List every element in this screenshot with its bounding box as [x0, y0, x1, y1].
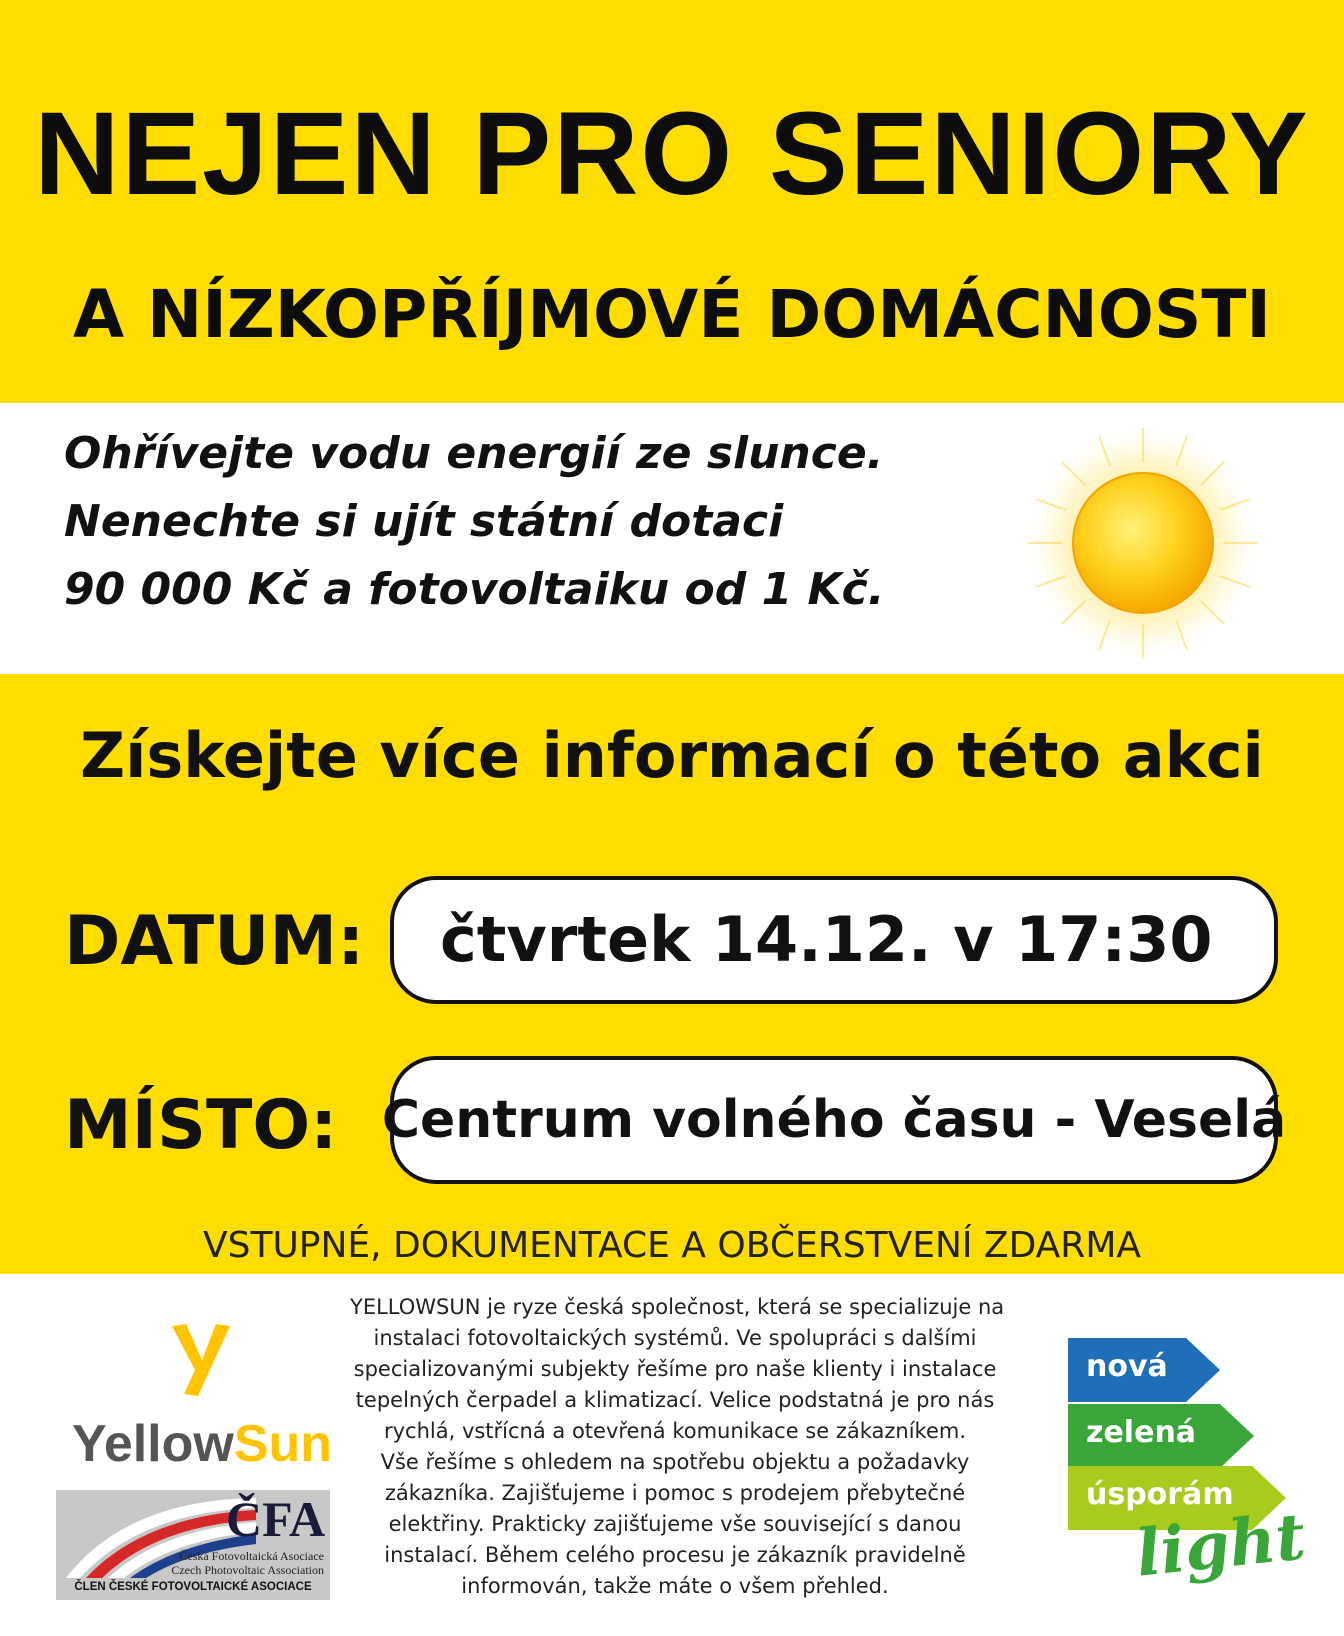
- cfa-abbreviation: ČFA: [226, 1491, 326, 1547]
- nzu-logo: [1068, 1338, 1309, 1608]
- description-line: elektřiny. Prakticky zajišťujeme vše související s danou: [388, 1512, 962, 1536]
- date-value: čtvrtek 14.12. v 17:30: [440, 903, 1213, 976]
- date-label: DATUM:: [64, 902, 365, 981]
- place-value: Centrum volného času - Veselá: [381, 1090, 1287, 1150]
- yellowsun-logo: [60, 1320, 340, 1473]
- description-line: informován, takže máte o všem přehled.: [461, 1574, 889, 1598]
- free-admission-note: VSTUPNÉ, DOKUMENTACE A OBČERSTVENÍ ZDARMA: [202, 1225, 1142, 1266]
- description-line: instalací. Během celého procesu je zákazník pravidelně: [384, 1543, 966, 1567]
- wordmark-yellow: Yellow: [72, 1415, 234, 1473]
- promo-line-1: Ohřívejte vodu energií ze slunce.: [64, 428, 884, 479]
- description-line: specializovanými subjekty řešíme pro naše klienty i instalace: [353, 1357, 997, 1381]
- description-line: Vše řešíme s ohledem na spotřebu objektu a požadavky: [380, 1450, 970, 1474]
- cfa-member-text: ČLEN ČESKÉ FOTOVOLTAICKÉ ASOCIACE: [74, 1581, 312, 1593]
- yellowsun-y-icon: [164, 1320, 236, 1400]
- date-box: [390, 876, 1278, 1004]
- description-line: instalaci fotovoltaických systémů. Ve spolupráci s dalšími: [373, 1326, 977, 1350]
- place-box: [381, 1056, 1287, 1184]
- company-description: [350, 1292, 1005, 1602]
- description-line: YELLOWSUN je ryze česká společnost, která se specializuje na: [350, 1295, 1005, 1319]
- cfa-logo: [56, 1490, 330, 1600]
- info-heading: Získejte více informací o této akci: [80, 719, 1264, 792]
- description-line: zákazníka. Zajišťujeme i pomoc s prodejem přebytečné: [384, 1481, 966, 1505]
- wordmark-sun: Sun: [233, 1415, 333, 1473]
- sun-icon: [1022, 422, 1264, 664]
- yellowsun-wordmark: [72, 1415, 333, 1473]
- promo-line-2: Nenechte si ujít státní dotaci: [64, 496, 784, 547]
- description-line: rychlá, vstřícná a otevřená komunikace se zákazníkem.: [383, 1419, 967, 1443]
- promo-line-3: 90 000 Kč a fotovoltaiku od 1 Kč.: [64, 564, 885, 615]
- nzu-line-2: zelená: [1086, 1415, 1197, 1450]
- page-title: NEJEN PRO SENIORY: [34, 88, 1310, 220]
- cfa-name-cz: Česká Fotovoltaická Asociace: [179, 1549, 324, 1563]
- description-line: tepelných čerpadel a klimatizací. Velice podstatná je pro nás: [355, 1388, 995, 1412]
- cfa-name-en: Czech Photovoltaic Association: [171, 1563, 324, 1577]
- nzu-light-script: light: [1132, 1499, 1309, 1592]
- nzu-line-1: nová: [1086, 1349, 1168, 1384]
- place-label: MÍSTO:: [64, 1086, 338, 1165]
- page-subtitle: A NÍZKOPŘÍJMOVÉ DOMÁCNOSTI: [73, 276, 1271, 353]
- nzu-line-3: úsporám: [1086, 1477, 1234, 1512]
